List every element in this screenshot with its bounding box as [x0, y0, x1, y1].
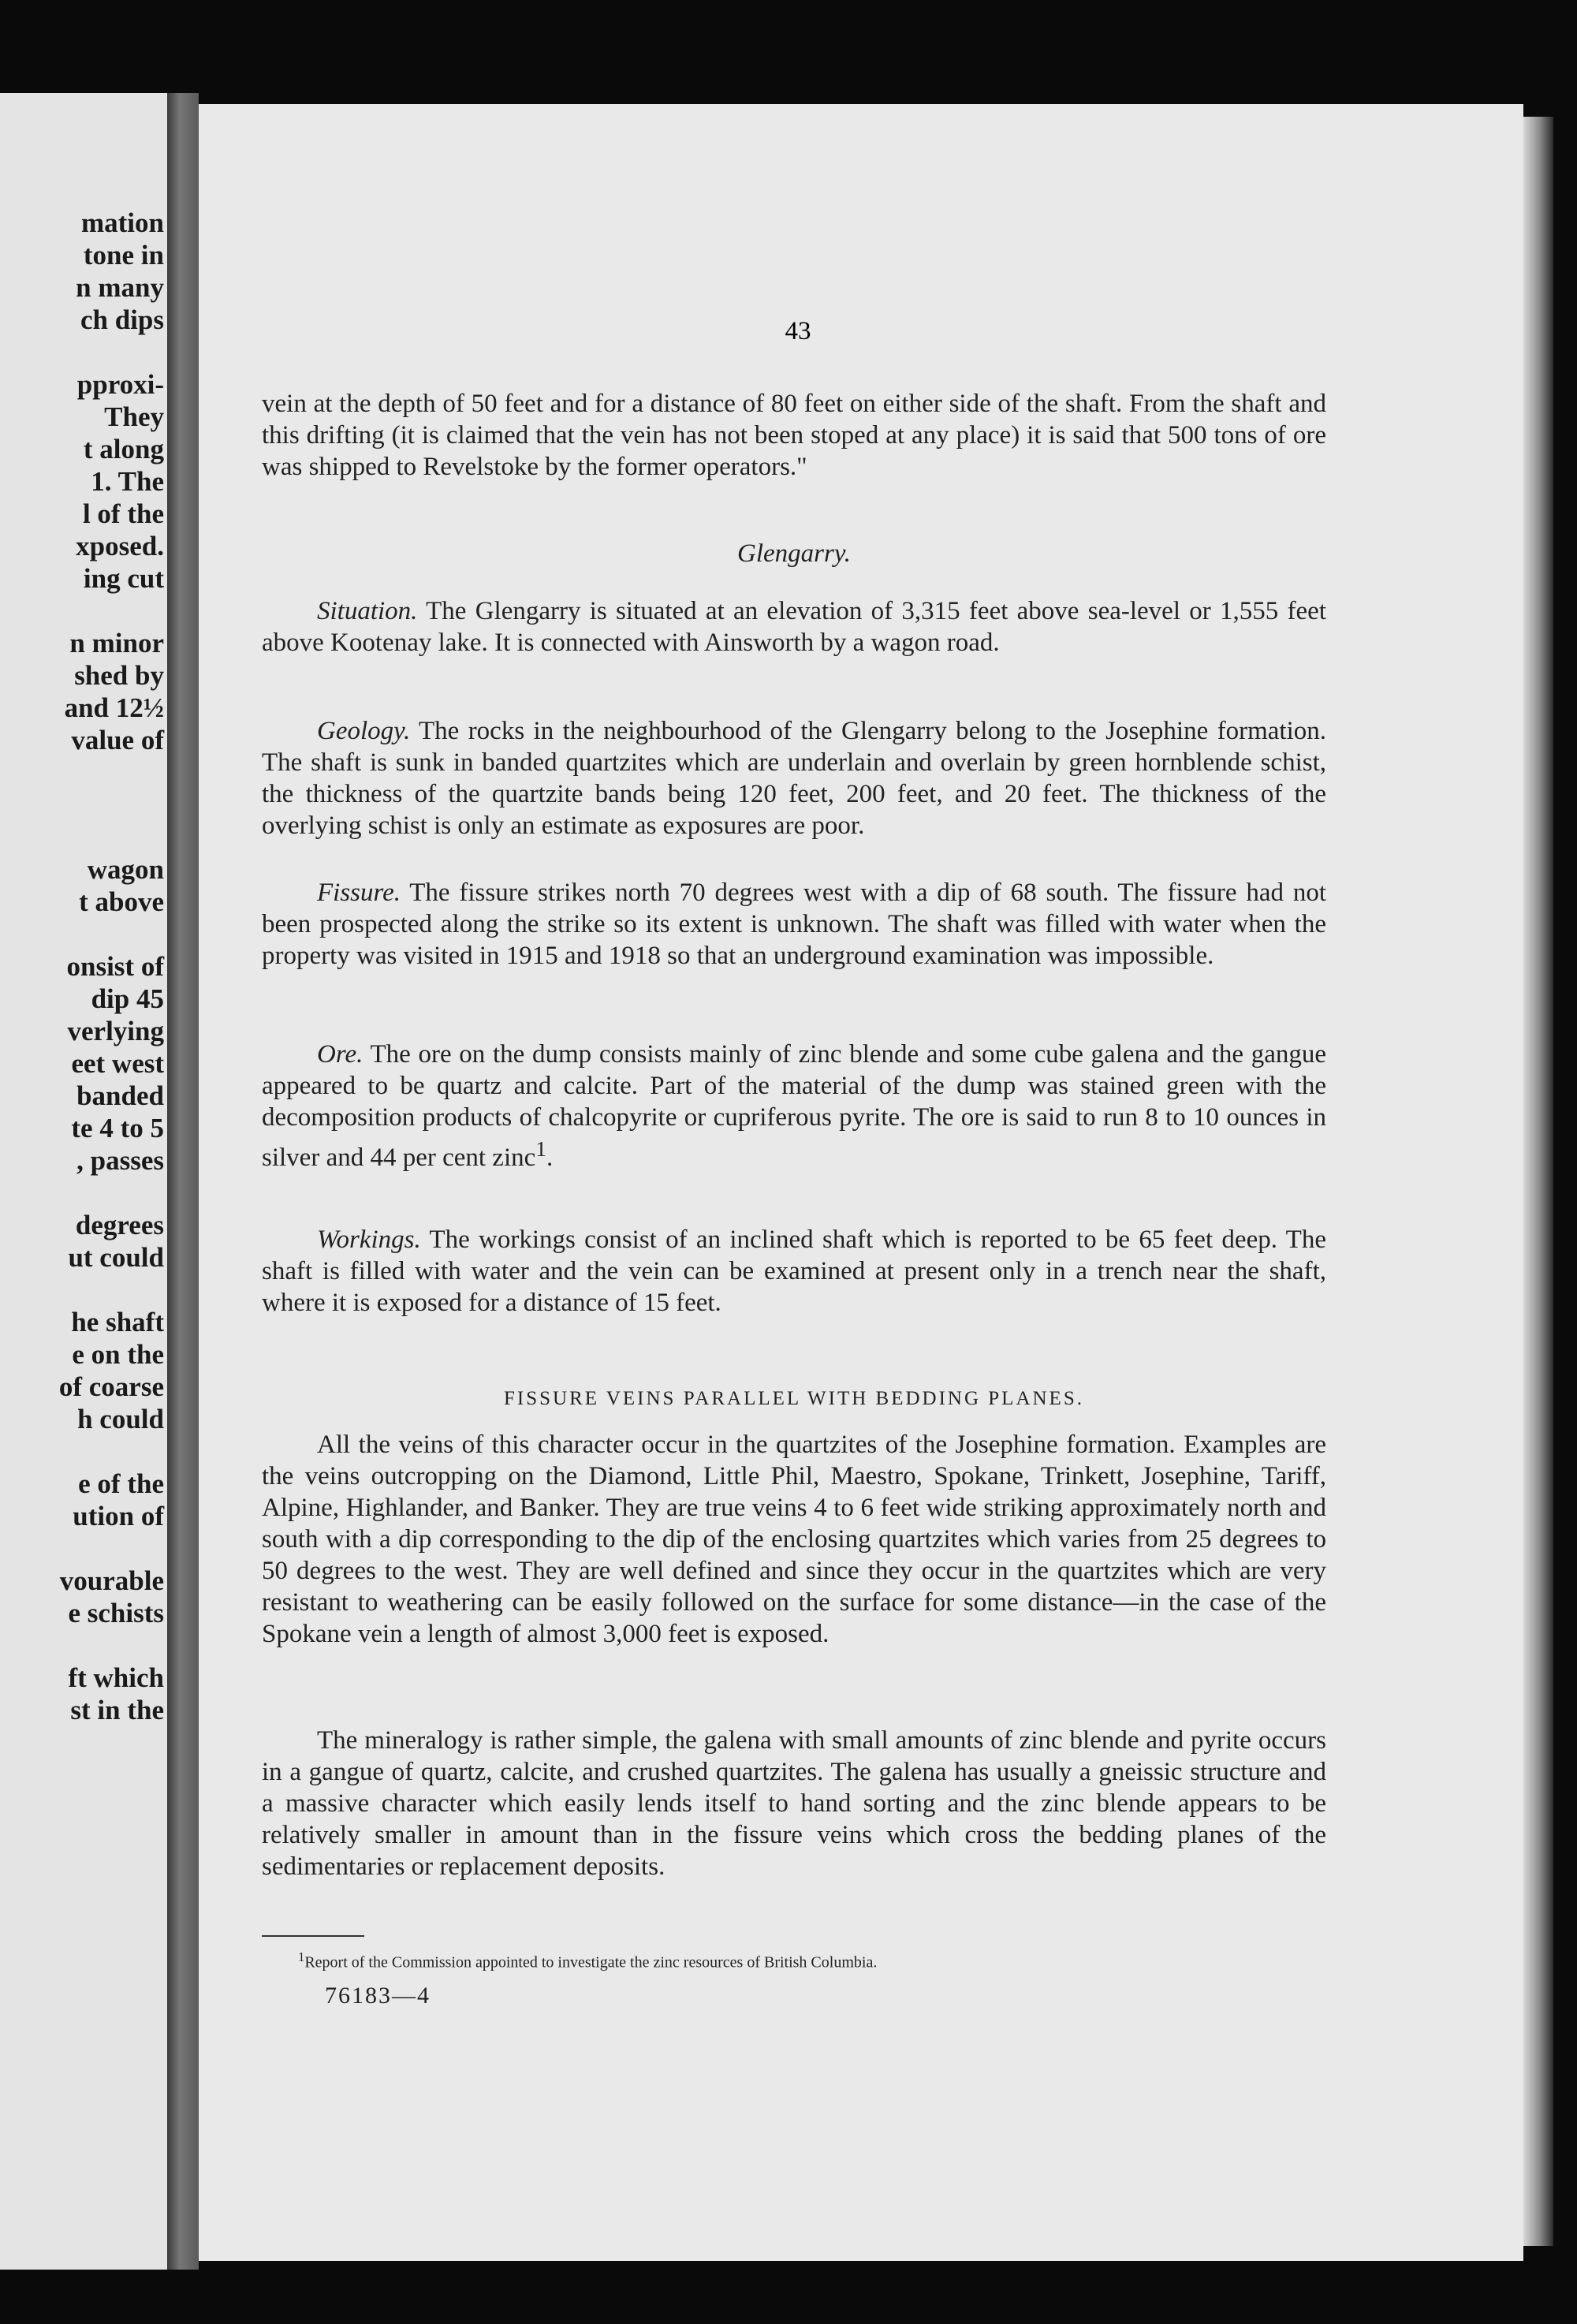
left-page-line: of coarse	[58, 1371, 164, 1402]
page	[199, 104, 1523, 2261]
left-page-line: ut could	[68, 1242, 164, 1273]
workings-label: Workings.	[317, 1225, 421, 1254]
footnote	[262, 1942, 1326, 1979]
ore-footnote-mark: 1	[535, 1136, 547, 1161]
section-title-glengarry: Glengarry.	[737, 539, 851, 568]
left-page-line: ing cut	[83, 563, 164, 594]
left-page-line: l of the	[82, 498, 164, 529]
left-page-line: pproxi-	[76, 369, 164, 400]
situation-label: Situation.	[317, 597, 418, 625]
left-page-line: 1. The	[91, 466, 164, 497]
ore-end: .	[546, 1143, 554, 1172]
left-page-line: banded	[76, 1080, 164, 1111]
ore-label: Ore.	[317, 1040, 363, 1069]
left-page-line: ution of	[73, 1501, 164, 1531]
fissure-text: The fissure strikes north 70 degrees west with a dip of 68 south. The fissure had not been prospected along the strike so its extent is unknown. The shaft was filled with water when the property was visited in 1915 and 1918 so that an underground examination was impossible.	[262, 878, 1326, 970]
left-page-line: h could	[77, 1404, 164, 1434]
geology-text: The rocks in the neighbourhood of the Glengarry belong to the Josephine formation. The shaft is sunk in banded quartzites which are underlain and overlain by green hornblende schist, the thickness of the quartzite bands being 120 feet, 200 feet, and 20 feet. The thickness of the overlying schist is only an estimate as exposures are poor.	[262, 717, 1326, 840]
workings-paragraph	[262, 1224, 1326, 1319]
left-page-line: n many	[76, 272, 164, 303]
left-page-line: xposed.	[76, 531, 164, 561]
page-number: 43	[785, 317, 811, 345]
glengarry-section	[262, 538, 1326, 569]
book-gutter	[167, 93, 199, 2270]
left-page-line: They	[104, 401, 164, 432]
left-page-line: e on the	[72, 1339, 164, 1370]
left-page-line: onsist of	[66, 951, 164, 982]
left-page-line: ft which	[68, 1662, 164, 1693]
left-page	[0, 93, 167, 2270]
ore-text: The ore on the dump consists mainly of zinc blende and some cube galena and the gangue appeared to be quartz and calcite. Part of the material of the dump was stained green with the decomposition products of chalcopyrite or cupriferous pyrite. The ore is said to run 8 to 10 ounces in silver and 44 per cent zinc	[262, 1040, 1326, 1172]
situation-paragraph	[262, 595, 1326, 658]
workings-text: The workings consist of an inclined shaft which is reported to be 65 feet deep. The shaft is filled with water and the vein can be examined at present only in a trench near the shaft, where it is exposed for a distance of 15 feet.	[262, 1225, 1326, 1317]
section-title-fissure-veins: FISSURE VEINS PARALLEL WITH BEDDING PLANES.	[504, 1388, 1084, 1409]
situation-text: The Glengarry is situated at an elevation of 3,315 feet above sea-level or 1,555 feet above Kootenay lake. It is connected with Ainsworth by a wagon road.	[262, 597, 1326, 657]
left-page-line: and 12½	[64, 692, 164, 723]
fissure-veins-heading-block	[262, 1383, 1326, 1415]
fissure-veins-para2-block	[262, 1725, 1326, 1882]
left-page-line: eet west	[71, 1048, 164, 1079]
left-page-line: wagon	[87, 854, 164, 885]
fissure-veins-para1-block	[262, 1429, 1326, 1650]
left-page-line: t above	[79, 886, 164, 917]
workings-block	[262, 1224, 1326, 1319]
footnote-mark: 1	[298, 1949, 305, 1964]
left-page-line: tone in	[83, 240, 164, 270]
left-page-line: verlying	[67, 1016, 164, 1046]
intro-block	[262, 388, 1326, 483]
left-page-line: degrees	[75, 1210, 164, 1240]
page-edge	[1523, 117, 1553, 2246]
situation-block	[262, 595, 1326, 658]
printer-signature: 76183—4	[325, 1982, 431, 2009]
geology-paragraph	[262, 715, 1326, 841]
left-page-line: n minor	[69, 628, 164, 658]
left-page-line: ch dips	[80, 304, 164, 335]
left-page-line: e of the	[78, 1468, 164, 1499]
left-page-line: dip 45	[91, 983, 164, 1014]
fissure-veins-paragraph-1: All the veins of this character occur in the quartzites of the Josephine formation. Examples are the veins outcropping on the Diamond, Little Phil, Maestro, Spokane, Trinkett, Josephine, Tariff, Alpine, Highlander, and Banker. They are true veins 4 to 6 feet wide striking approximately north and south with a dip corresponding to the dip of the enclosing quartzites which varies from 25 degrees to 50 degrees to the west. They are well defined and since they occur in the quartzites which are very resistant to weathering can be easily followed on the surface for some distance—in the case of the Spokane vein a length of almost 3,000 feet is exposed.	[262, 1431, 1326, 1648]
ore-block	[262, 1039, 1326, 1173]
left-page-line: he shaft	[71, 1307, 164, 1337]
geology-label: Geology.	[317, 717, 411, 745]
fissure-block	[262, 877, 1326, 972]
left-page-line: mation	[81, 207, 164, 238]
ore-paragraph	[262, 1039, 1326, 1173]
left-page-line: te 4 to 5	[71, 1113, 164, 1143]
footnote-rule	[262, 1935, 364, 1937]
fissure-veins-paragraph-2: The mineralogy is rather simple, the galena with small amounts of zinc blende and pyrite occurs in a gangue of quartz, calcite, and crushed quartzites. The galena has usually a gneissic structure and a massive character which easily lends itself to hand sorting and the zinc blende appears to be relatively smaller in amount than in the fissure veins which cross the bedding planes of the sedimentaries or replacement deposits.	[262, 1726, 1326, 1881]
geology-block	[262, 715, 1326, 841]
left-page-line: st in the	[70, 1695, 164, 1725]
footnote-block	[262, 1935, 1326, 2012]
footnote-text: Report of the Commission appointed to investigate the zinc resources of British Columbia.	[304, 1953, 878, 1971]
intro-paragraph: vein at the depth of 50 feet and for a distance of 80 feet on either side of the shaft. From the shaft and this drifting (it is claimed that the vein has not been stoped at any place) it is said that 500 tons of ore was shipped to Revelstoke by the former operators."	[262, 390, 1326, 481]
left-page-line: shed by	[74, 660, 164, 691]
left-page-line: value of	[71, 725, 164, 755]
fissure-paragraph	[262, 877, 1326, 972]
left-page-line: e schists	[68, 1598, 164, 1628]
left-page-line: , passes	[76, 1145, 164, 1176]
left-page-line: vourable	[59, 1565, 164, 1596]
left-page-line: t along	[83, 434, 164, 464]
fissure-label: Fissure.	[317, 878, 401, 907]
